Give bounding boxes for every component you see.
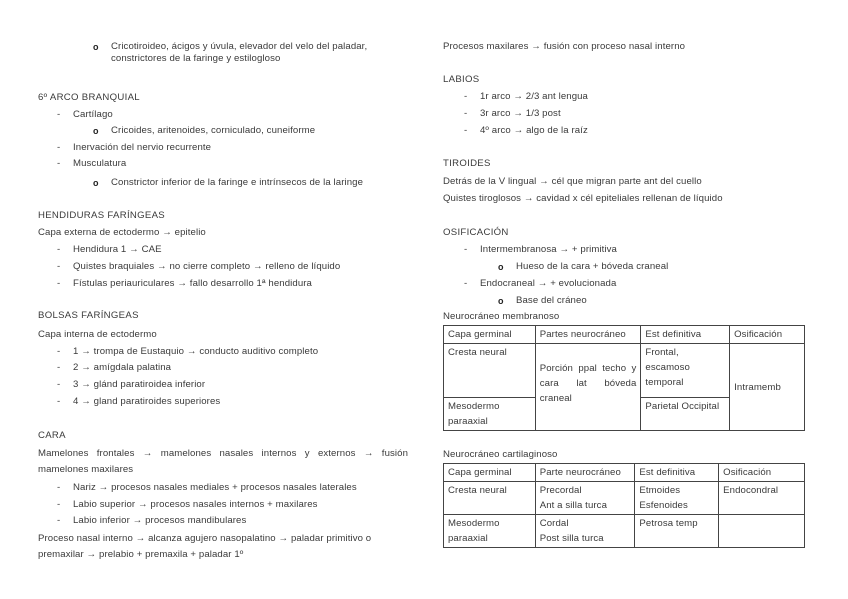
bolsas-heading: BOLSAS FARÍNGEAS (38, 310, 139, 321)
osificacion-heading: OSIFICACIÓN (443, 227, 509, 238)
arco6-inervacion: - Inervación del nervio recurrente (73, 142, 211, 154)
arco6-cartilago: - Cartílago (73, 109, 113, 121)
cara-heading: CARA (38, 430, 66, 441)
cell-line: Precordal (539, 485, 582, 496)
table-header-cell: Est definitiva (641, 326, 730, 344)
cara-item: - Labio inferior → procesos mandibulares (73, 515, 246, 527)
hendiduras-item: - Quistes braquiales → no cierre completo → relleno de líquido (73, 261, 340, 273)
table-header-cell: Osificación (730, 326, 805, 344)
table-cell: Intramemb (730, 344, 805, 431)
table-header-cell: Est definitiva (635, 464, 719, 482)
procesos-maxilares: Procesos maxilares → fusión con proceso nasal interno (443, 41, 686, 52)
table-cell (719, 515, 805, 548)
hendiduras-intro: Capa externa de ectodermo → epitelio (38, 227, 206, 238)
arco6-musculatura-sub: o Constrictor inferior de la faringe e intrínsecos de la laringe (111, 177, 363, 189)
cell-line: Cordal (539, 518, 569, 529)
tiroides-line1: Detrás de la V lingual → cél que migran parte ant del cuello (443, 176, 702, 187)
bolsas-intro: Capa interna de ectodermo (38, 329, 157, 340)
cara-item: - Nariz → procesos nasales mediales + procesos nasales laterales (73, 482, 357, 494)
osificacion-endocraneal-sub: o Base del cráneo (516, 295, 587, 307)
table-header-cell: Osificación (719, 464, 805, 482)
table-cell: Mesodermo paraaxial (444, 398, 536, 431)
table-header-row (444, 326, 805, 344)
osificacion-endocraneal: - Endocraneal → + evolucionada (480, 278, 616, 290)
osificacion-intramembranosa-sub: o Hueso de la cara + bóveda craneal (516, 261, 668, 273)
labios-item: - 4º arco → algo de la raíz (480, 125, 588, 137)
table-cell: Mesodermo paraaxial (444, 515, 536, 548)
neurocraneo-membranoso-table (443, 325, 805, 431)
bolsas-item: - 2 → amígdala palatina (73, 362, 171, 374)
table-cell (535, 515, 635, 548)
cara-item: - Labio superior → procesos nasales internos + maxilares (73, 499, 318, 511)
cell-line: Post silla turca (539, 533, 604, 544)
cara-outro: Proceso nasal interno → alcanza agujero nasopalatino → paladar primitivo o premaxilar → prelabio + premaxila + paladar 1º (38, 533, 372, 560)
table-header-cell: Partes neurocráneo (535, 326, 641, 344)
tiroides-heading: TIROIDES (443, 158, 491, 169)
table1-caption: Neurocráneo membranoso (443, 311, 560, 322)
arco6-musculatura: - Musculatura (73, 158, 126, 170)
table-header-row (444, 464, 805, 482)
cricotiroideo-bullet: o Cricotiroideo, ácigos y úvula, elevador del velo del paladar, constrictores de la faringe y estilogloso (111, 41, 408, 65)
cell-line: Etmoides (639, 485, 681, 496)
cara-intro: Mamelones frontales → mamelones nasales internos y externos → fusión mamelones maxilares (38, 448, 408, 475)
table-header-cell: Capa germinal (444, 326, 536, 344)
table-cell: Cresta neural (444, 482, 536, 515)
table-cell: Petrosa temp (635, 515, 719, 548)
bolsas-item: - 4 → gland paratiroides superiores (73, 396, 220, 408)
table-cell: Parietal Occipital (641, 398, 730, 431)
table-cell (635, 482, 719, 515)
table-cell: Porción ppal techo y cara lat bóveda craneal (535, 344, 641, 431)
osificacion-intramembranosa: - Intermembranosa → + primitiva (480, 244, 617, 256)
table-cell: Cresta neural (444, 344, 536, 398)
table-row (444, 344, 805, 398)
labios-item: - 1r arco → 2/3 ant lengua (480, 91, 588, 103)
table-cell (535, 482, 635, 515)
table-cell: Endocondral (719, 482, 805, 515)
table-row (444, 482, 805, 515)
bolsas-item: - 1 → trompa de Eustaquio → conducto auditivo completo (73, 346, 318, 358)
labios-heading: LABIOS (443, 74, 480, 85)
table-cell: Frontal, escamoso temporal (641, 344, 730, 398)
arco6-heading: 6º ARCO BRANQUIAL (38, 92, 140, 103)
table2-caption: Neurocráneo cartilaginoso (443, 449, 558, 460)
hendiduras-item: - Hendidura 1 → CAE (73, 244, 162, 256)
hendiduras-item: - Fístulas periauriculares → fallo desarrollo 1ª hendidura (73, 278, 312, 290)
table-row (444, 515, 805, 548)
arco6-cartilago-sub: o Cricoides, aritenoides, corniculado, cuneiforme (111, 125, 315, 137)
labios-item: - 3r arco → 1/3 post (480, 108, 561, 120)
table-header-cell: Capa germinal (444, 464, 536, 482)
cell-line: Esfenoides (639, 500, 688, 511)
cell-line: Ant a silla turca (539, 500, 608, 511)
tiroides-line2: Quistes tiroglosos → cavidad x cél epiteliales rellenan de líquido (443, 193, 723, 204)
neurocraneo-cartilaginoso-table (443, 463, 805, 548)
bolsas-item: - 3 → glánd paratiroidea inferior (73, 379, 205, 391)
table-header-cell: Parte neurocráneo (535, 464, 635, 482)
hendiduras-heading: HENDIDURAS FARÍNGEAS (38, 210, 166, 221)
